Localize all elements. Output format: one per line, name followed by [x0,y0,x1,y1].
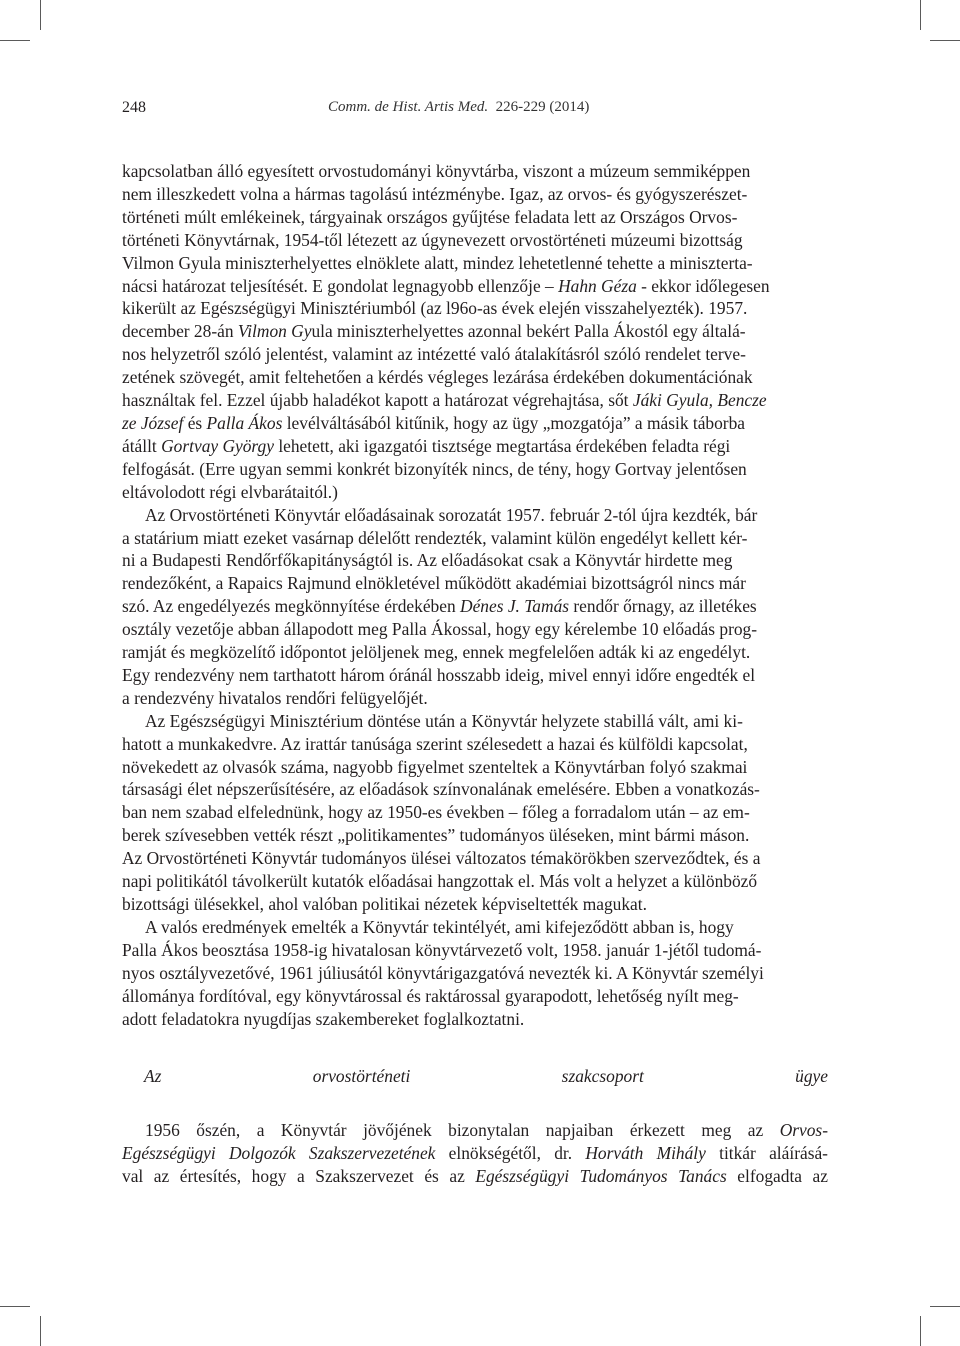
running-header [122,99,838,123]
article-body [122,160,828,1188]
italic-name: Dénes J. Tamás [460,596,570,617]
italic-name: ze József [122,412,184,433]
crop-mark-bottom-right-v [920,1316,921,1346]
italic-name: Palla Ákos [206,412,283,433]
crop-mark-top-right-v [920,0,921,30]
crop-mark-top-right-h [930,40,960,41]
italic-name: Jáki Gyula, Bencze [632,390,767,411]
paragraph-4: A valós eredmények emelték a Könyvtár tekintélyét, ami kifejeződött abban is, hogy Palla Ákos beosztása 1958-ig hivatalosan könyvtárvezető volt, 1958. január 1-jétől tudomá- nyos osztályvezetővé, 1961 júliusától könyvtárigazgatóvá nevezték ki. A Könyvtár személyi állománya fordítóval, egy könyvtárossal és raktárossal gyarapodott, lehetőség nyílt meg- adott feladatokra nyugdíjas szakembereket foglalkoztatni. [122,916,764,1029]
journal-citation [328,99,589,116]
crop-mark-bottom-right-h [930,1306,960,1307]
italic-name: Gortvay György [161,435,274,456]
section-heading: Az orvostörténeti szakcsoport ügye [144,1066,828,1087]
crop-mark-top-left-h [0,40,30,41]
italic-name: Vilmon Gy [237,321,312,342]
paragraph-2: Az Orvostörténeti Könyvtár előadásainak sorozatát 1957. február 2-tól újra kezdték, bár a statárium miatt ezeket vasárnap délelőtt rendezték, valamint külön engedélyt kellett kér- ni a Budapesti Rendőrfőkapitányságtól is. Az előadásokat csak a Könyvtár hirdette meg rendezőként, a Rapaics Rajmund elnökletével működött akadémiai bizottságról nincs már szó. Az engedélyezés megkönnyítése érdekében Dénes J. Tamás rendőr őrnagy, az illetékes osztály vezetője abban állapodott meg Palla Ákossal, hogy egy kérelembe 10 előadás prog- ramját és megközelítő időpontot jelöljenek meg, ennek megfelelően adták ki az engedélyt. Egy rendezvény nem tarthatott három óránál hosszabb ideig, mivel ennyi időre engedték el a rendezvény hivatalos rendőri felügyelőjét. [122,504,758,708]
italic-name: Horváth Mihály [585,1143,706,1164]
journal-pages-year: 226-229 (2014) [495,99,590,115]
journal-title: Comm. de Hist. Artis Med. [328,99,489,115]
paragraph-1: kapcsolatban álló egyesített orvostudományi könyvtárba, viszont a múzeum semmiképpen nem illeszkedett volna a hármas tagolású intézménybe. Igaz, az orvos- és gyógyszerészet- történeti múlt emlékeinek, tárgyainak országos gyűjtése feladata lett az Országos Orvos- történeti Könyvtárnak, 1954-től létezett az úgynevezett orvostörténeti múzeumi bizottság Vilmon Gyula miniszterhelyettes elnöklete alatt, mindez lehetetlenné tehette a minisztertа- nácsi határozat teljesítését. E gondolat legnagyobb ellenzője – Hahn Géza - ekkor időlegesen kikerült az Egészségügyi Minisztériumból (az l96o-as évek elején visszahelyezték). 1957. december 28-án Vilmon Gyula miniszterhelyettes azonnal bekért Palla Ákostól egy általá- nos helyzetről szóló jelentést, valamint az intézetté való átalakításról szóló rendelet terve- zetének szövegét, amit feltehetően a kérdés végleges lezárása érdekében dokumentációnak használtak fel. Ezzel újabb haladékot kapott a határozat végrehajtása, sőt Jáki Gyula, Bencze ze József és Palla Ákos levélváltásából kitűnik, hogy az ügy „mozgatója” a másik táborba átállt Gortvay György lehetett, aki igazgatói tisztsége megtartása érdekében feladta régi felfogását. (Erre ugyan semmi konkrét bizonyíték nincs, de tény, hogy Gortvay jelentősen eltávolodott régi elvbarátaitól.) [122,161,770,502]
italic-name: Egészségügyi Tudományos Tanács [475,1166,727,1187]
crop-mark-top-left-v [40,0,41,30]
paragraph-3: Az Egészségügyi Minisztérium döntése után a Könyvtár helyzete stabillá vált, ami ki- hatott a munkakedvre. Az irattár tanúsága szerint szélesedett a hazai és külföldi kapcsolat, növekedett az olvasók száma, nagyobb figyelmet szenteltek a Könyvtárban folyó szakmai társasági élet népszerűsítésére, az előadások színvonalának emelésére. Ebben a vonatkozás- ban nem szabad elfelednünk, hogy az 1950-es években – főleg a forradalom után – az em- berek szívesebben vették részt „politikamentes” tudományos üléseken, mint bármi máson. Az Orvostörténeti Könyvtár tudományos ülései változatos témakörökben szerveződtek, és a napi politikától távolkerült kutatók előadásai hangzottak el. Más volt a helyzet a különböző bizottsági ülésekkel, ahol valóban politikai nézetek képviseltették magukat. [122,710,761,914]
italic-name: Hahn Géza [558,275,637,296]
paragraph-5: 1956 őszén, a Könyvtár jövőjének bizonytalan napjaiban érkezett meg az Orvos- Egészségügyi Dolgozók Szakszervezetének elnökségétől, dr. Horváth Mihály titkár aláírásá- val az értesítés, hogy a Szakszervezet és az Egészségügyi Tudományos Tanács elfogadta az [122,1120,828,1187]
italic-name: Egészségügyi Dolgozók Szakszervezetének [122,1143,436,1164]
italic-name: Orvos- [779,1120,828,1141]
crop-mark-bottom-left-h [0,1306,30,1307]
crop-mark-bottom-left-v [40,1316,41,1346]
page-number: 248 [122,99,146,116]
